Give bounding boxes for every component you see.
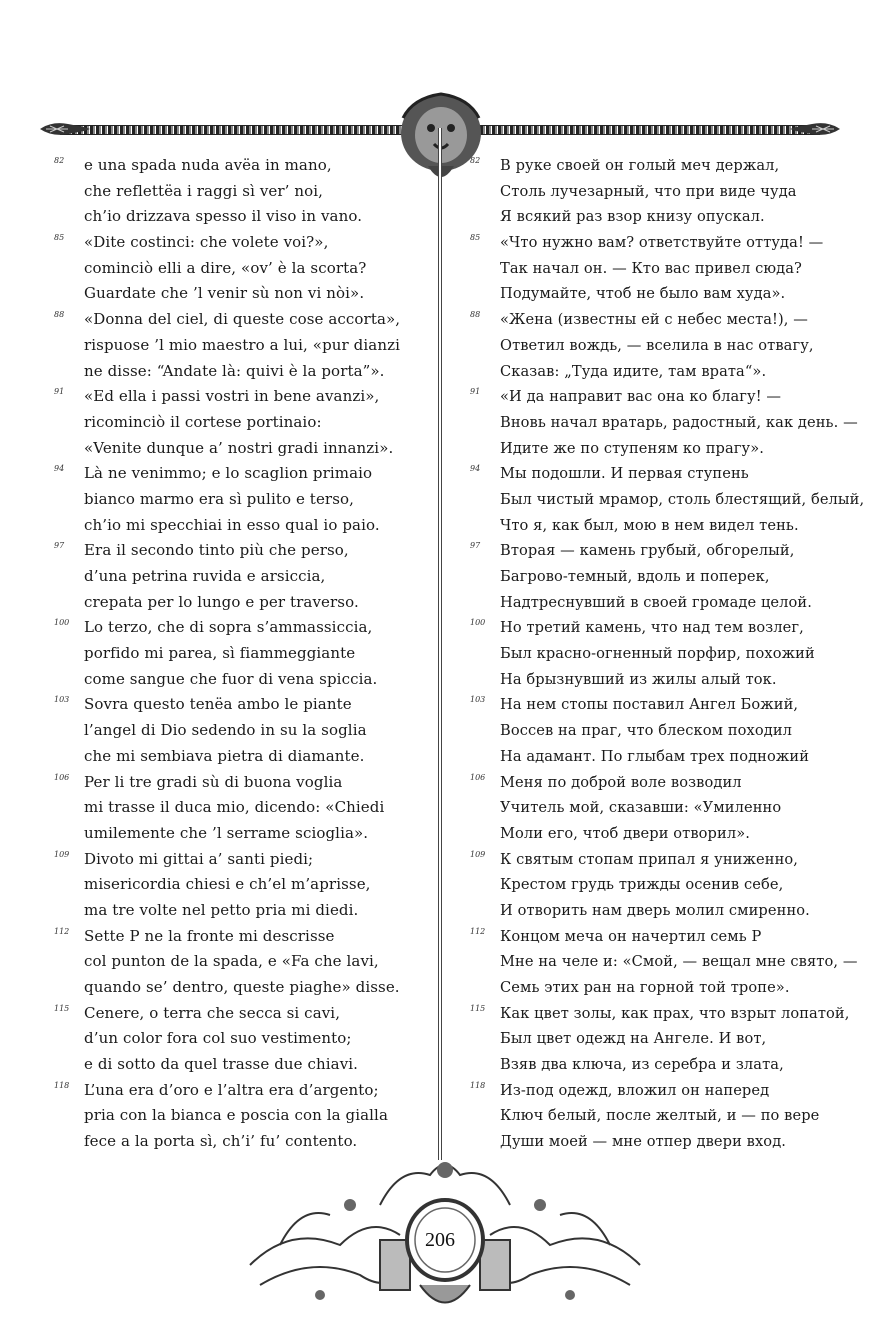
verse-number: 85 xyxy=(470,233,481,243)
verse-line: Lo terzo, che di sopra s’ammassiccia, xyxy=(84,618,373,637)
verse-line: Концом меча он начертил семь Р xyxy=(500,927,762,945)
verse-number: 100 xyxy=(470,618,486,628)
verse-line: Divoto mi gittai a’ santi piedi; xyxy=(84,849,314,868)
verse-line: Так начал он. — Кто вас привел сюда? xyxy=(500,259,802,277)
tercet xyxy=(54,538,424,615)
verse-line: rispuose ’l mio maestro a lui, «pur dianzi xyxy=(84,335,400,354)
verse-number: 109 xyxy=(54,849,70,859)
verse-line: ch’io mi specchiai in esso qual io paio. xyxy=(84,515,380,534)
verse-line: Учитель мой, сказавши: «Умиленно xyxy=(500,799,782,817)
verse-line: Я всякий раз взор книзу опускал. xyxy=(500,208,765,226)
tercet xyxy=(470,307,840,384)
verse-line: Столь лучезарный, что при виде чуда xyxy=(500,182,797,200)
verse-line: come sangue che fuor di vena spiccia. xyxy=(84,669,378,688)
tercet xyxy=(54,770,424,847)
verse-line: Был красно-огненный порфир, похожий xyxy=(500,645,815,663)
verse-line: В руке своей он голый меч держал, xyxy=(500,157,780,174)
verse-line: Cenere, o terra che secca si cavi, xyxy=(84,1003,341,1022)
verse-number: 109 xyxy=(470,849,486,859)
verse-line: «Venite dunque a’ nostri gradi innanzi». xyxy=(84,438,394,457)
verse-line: Семь этих ран на горной той тропе». xyxy=(500,979,790,996)
verse-line: «Что нужно вам? ответствуйте оттуда! — xyxy=(500,234,824,252)
verse-line: Но третий камень, что над тем возлег, xyxy=(500,619,804,637)
verse-line: bianco marmo era sì pulito e terso, xyxy=(84,489,354,508)
verse-line: Вновь начал вратарь, радостный, как день. — xyxy=(500,413,858,431)
verse-line: И отворить нам дверь молил смиренно. xyxy=(500,901,810,919)
verse-line: На брызнувший из жилы алый ток. xyxy=(500,670,777,688)
verse-line: Идите же по ступеням ко прагу». xyxy=(500,439,764,457)
tercet xyxy=(470,1078,840,1155)
verse-line: «Dite costinci: che volete voi?», xyxy=(84,233,329,252)
verse-line: e di sotto da quel trasse due chiavi. xyxy=(84,1055,359,1074)
verse-number: 106 xyxy=(470,772,486,782)
verse-number: 115 xyxy=(54,1003,70,1013)
tercet xyxy=(54,153,424,230)
verse-line: Как цвет золы, как прах, что взрыт лопатой, xyxy=(500,1004,850,1022)
verse-line: ne disse: “Andate là: quivi è la porta”». xyxy=(84,361,385,380)
verse-line: ch’io drizzava spesso il viso in vano. xyxy=(84,207,363,226)
verse-line: «Ed ella i passi vostri in bene avanzi», xyxy=(84,387,380,406)
verse-line: crepata per lo lungo e per traverso. xyxy=(84,592,359,611)
verse-number: 97 xyxy=(54,541,65,551)
tercet xyxy=(54,847,424,924)
verse-number: 97 xyxy=(470,541,481,551)
tercet xyxy=(470,692,840,769)
tercet xyxy=(54,1078,424,1155)
tercet xyxy=(54,1001,424,1078)
verse-line: mi trasse il duca mio, dicendo: «Chiedi xyxy=(84,798,385,817)
verse-line: col punton de la spada, e «Fa che lavi, xyxy=(84,952,379,971)
verse-number: 106 xyxy=(54,772,70,782)
verse-line: d’una petrina ruvida e arsiccia, xyxy=(84,567,326,585)
verse-line: Мне на челе и: «Смой, — вещал мне свято, — xyxy=(500,953,858,971)
verse-line: Моли его, чтоб двери отворил». xyxy=(500,824,750,842)
verse-number: 103 xyxy=(54,695,70,705)
tercet xyxy=(54,384,424,461)
tercet xyxy=(54,230,424,307)
page-number: 206 xyxy=(425,1229,455,1251)
verse-line: На адамант. По глыбам трех подножий xyxy=(500,747,810,765)
verse-line: Из-под одежд, вложил он наперед xyxy=(500,1081,770,1099)
tercet xyxy=(54,461,424,538)
verse-line: Багрово-темный, вдоль и поперек, xyxy=(500,568,770,585)
verse-line: Per li tre gradi sù di buona voglia xyxy=(84,772,343,791)
verse-number: 85 xyxy=(54,233,65,243)
tercet xyxy=(54,692,424,769)
tercet xyxy=(470,384,858,461)
tercet xyxy=(470,615,840,692)
verse-line: che mi sembiava pietra di diamante. xyxy=(84,746,365,765)
verse-line: «Жена (известны ей с небес места!), — xyxy=(500,311,808,329)
verse-line: Sette P ne la fronte mi descrisse xyxy=(84,926,335,945)
verse-line: Души моей — мне отпер двери вход. xyxy=(500,1133,787,1151)
tercet xyxy=(470,230,840,307)
verse-line: Вторая — камень грубый, обгорелый, xyxy=(500,542,795,560)
verse-number: 118 xyxy=(54,1080,70,1090)
tercet xyxy=(54,615,424,692)
verse-line: Ключ белый, после желтый, и — по вере xyxy=(500,1107,820,1125)
verse-line: «Donna del ciel, di queste cose accorta», xyxy=(84,310,401,329)
tercet xyxy=(470,461,865,538)
verse-number: 94 xyxy=(54,464,65,474)
italian-column xyxy=(54,153,424,1155)
verse-number: 112 xyxy=(54,926,70,936)
verse-line: Sovra questo tenëa ambo le piante xyxy=(84,695,352,714)
verse-number: 88 xyxy=(470,310,481,320)
verse-number: 115 xyxy=(470,1003,486,1013)
center-divider xyxy=(438,128,442,1160)
verse-number: 112 xyxy=(470,926,486,936)
verse-number: 91 xyxy=(470,387,481,397)
verse-line: che reflettëa i raggi sì ver’ noi, xyxy=(84,181,324,200)
verse-line: Мы подошли. И первая ступень xyxy=(500,465,749,483)
tercet xyxy=(54,307,424,384)
verse-line: cominciò elli a dire, «ov’ è la scorta? xyxy=(84,258,367,277)
tercet xyxy=(470,770,840,847)
verse-line: Сказав: „Туда идите, там врата“». xyxy=(500,362,767,380)
verse-line: L’una era d’oro e l’altra era d’argento; xyxy=(84,1080,379,1099)
tercet xyxy=(470,847,840,924)
russian-column xyxy=(470,153,865,1155)
verse-line: К святым стопам припал я униженно, xyxy=(500,850,799,868)
tercet xyxy=(470,538,840,615)
tercet xyxy=(470,1001,850,1078)
tercet xyxy=(470,153,840,230)
verse-line: Era il secondo tinto più che perso, xyxy=(84,541,349,560)
verse-number: 100 xyxy=(54,618,70,628)
verse-number: 94 xyxy=(470,464,481,474)
verse-line: Взяв два ключа, из серебра и злата, xyxy=(500,1056,784,1074)
verse-line: Ответил вождь, — вселила в нас отвагу, xyxy=(500,336,814,354)
verse-line: Подумайте, чтоб не было вам худа». xyxy=(500,285,786,303)
verse-number: 91 xyxy=(54,387,65,397)
verse-number: 82 xyxy=(54,156,65,165)
verse-line: ricominciò il cortese portinaio: xyxy=(84,412,322,431)
verse-line: l’angel di Dio sedendo in su la soglia xyxy=(84,721,367,740)
verse-line: Воссев на праг, что блеском походил xyxy=(500,722,793,740)
verse-line: porfido mi parea, sì fiammeggiante xyxy=(84,644,356,663)
verse-line: d’un color fora col suo vestimento; xyxy=(84,1029,352,1048)
verse-line: На нем стопы поставил Ангел Божий, xyxy=(500,696,799,714)
verse-number: 103 xyxy=(470,695,486,705)
verse-line: Был цвет одежд на Ангеле. И вот, xyxy=(500,1030,767,1048)
verse-line: pria con la bianca e poscia con la gialla xyxy=(84,1106,388,1125)
verse-line: Guardate che ’l venir sù non vi nòi». xyxy=(84,284,365,303)
verse-line: misericordia chiesi e ch’el m’aprisse, xyxy=(84,875,371,894)
verse-line: umilemente che ’l serrame scioglia». xyxy=(84,823,369,842)
tercet xyxy=(54,924,424,1001)
pinecone-finial-icon xyxy=(38,120,90,138)
verse-number: 82 xyxy=(470,156,481,165)
verse-line: e una spada nuda avëa in mano, xyxy=(84,156,332,174)
verse-line: Надтреснувший в своей громаде целой. xyxy=(500,593,812,611)
verse-line: ma tre volte nel petto pria mi diedi. xyxy=(84,900,359,919)
verse-line: Был чистый мрамор, столь блестящий, белый, xyxy=(500,490,865,508)
verse-line: Là ne venimmo; e lo scaglion primaio xyxy=(84,464,373,483)
verse-line: quando se’ dentro, queste piaghe» disse. xyxy=(84,978,400,996)
verse-line: Крестом грудь трижды осенив себе, xyxy=(500,876,784,894)
verse-number: 118 xyxy=(470,1080,486,1090)
verse-line: «И да направит вас она ко благу! — xyxy=(500,388,782,406)
pinecone-finial-icon xyxy=(790,120,842,138)
verse-number: 88 xyxy=(54,310,65,320)
verse-line: Меня по доброй воле возводил xyxy=(500,773,742,791)
verse-line: fece a la porta sì, ch’i’ fu’ contento. xyxy=(84,1132,358,1151)
verse-line: Что я, как был, мою в нем видел тень. xyxy=(500,516,799,534)
tercet xyxy=(470,924,858,1001)
